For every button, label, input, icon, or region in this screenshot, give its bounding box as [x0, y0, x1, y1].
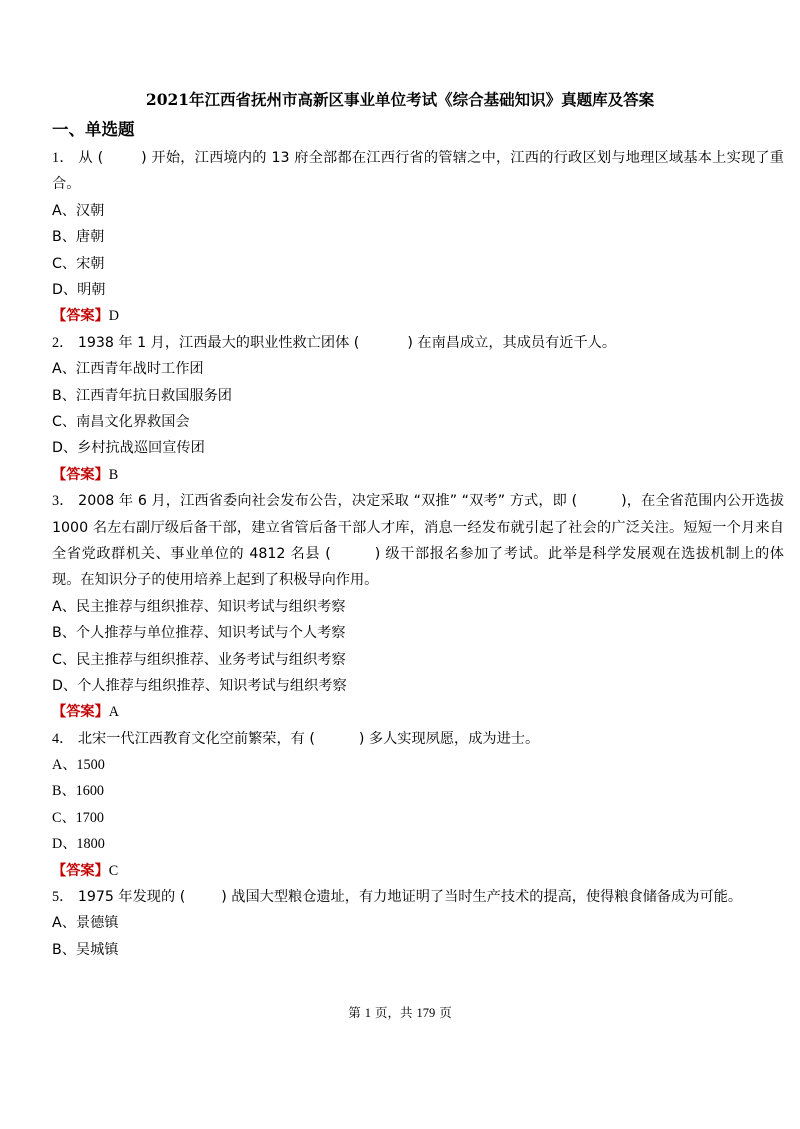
- answer-label: 【答案】: [52, 862, 109, 879]
- option-b: B、江西青年抗日救国服务团: [52, 387, 232, 404]
- total-pages: 179: [416, 1006, 436, 1020]
- question-3: [52, 488, 784, 726]
- page-number: 1: [364, 1006, 371, 1020]
- question-stem: 1． 从 ( ) 开始，江西境内的 13 府全部都在江西行省的管辖之中，江西的行政区划与地理区域基本上实现了重合。: [52, 150, 784, 193]
- question-4: [52, 726, 784, 884]
- answer: 【答案】D: [52, 308, 120, 325]
- option-a: A、江西青年战时工作团: [52, 361, 204, 378]
- option-a: A、景德镇: [52, 915, 119, 932]
- question-2: [52, 330, 784, 488]
- option-d: D、明朝: [52, 281, 106, 298]
- option-a: A、1500: [52, 757, 105, 774]
- option-b: B、唐朝: [52, 229, 105, 246]
- answer: 【答案】A: [52, 704, 120, 721]
- question-stem: 2． 1938 年 1 月，江西最大的职业性救亡团体 ( ) 在南昌成立，其成员有近千人。: [52, 334, 617, 351]
- option-c: C、民主推荐与组织推荐、业务考试与组织考察: [52, 651, 346, 668]
- answer-label: 【答案】: [52, 308, 109, 325]
- page-title: 2021年江西省抚州市高新区事业单位考试《综合基础知识》真题库及答案: [145, 90, 655, 109]
- answer: 【答案】C: [52, 862, 119, 879]
- question-5: [52, 884, 784, 963]
- option-d: D、乡村抗战巡回宣传团: [52, 440, 205, 457]
- option-c: C、宋朝: [52, 255, 105, 272]
- option-c: C、1700: [52, 809, 105, 826]
- question-stem: 4． 北宋一代江西教育文化空前繁荣，有 ( ) 多人实现夙愿，成为进士。: [52, 730, 540, 747]
- option-b: B、吴城镇: [52, 941, 119, 958]
- question-stem: 3． 2008 年 6 月，江西省委向社会发布公告，决定采取 “双推” “双考” 方式，即 ( )，在全省范围内公开选拔 1000 名左右副厅级后备干部，建立省管后备干部人才库，消息一经发布就引起了社会的广泛关注。短短一个月来自全省党政群机关、事业单位的 4812 名县 ( ) 级干部报名参加了考试。此举是科学发展观在选拔机制上的体现。在知识分子的使用培养上起到了积极导向作用。: [52, 493, 785, 589]
- option-c: C、南昌文化界救国会: [52, 413, 190, 430]
- option-d: D、个人推荐与组织推荐、知识考试与组织考察: [52, 677, 347, 694]
- question-1: [52, 145, 784, 330]
- answer-label: 【答案】: [52, 466, 109, 483]
- answer: 【答案】B: [52, 466, 119, 483]
- question-list: [52, 145, 784, 963]
- option-d: D、1800: [52, 836, 105, 853]
- option-b: B、1600: [52, 783, 105, 800]
- section-heading: 一、单选题: [52, 120, 135, 139]
- option-b: B、个人推荐与单位推荐、知识考试与个人考察: [52, 625, 346, 642]
- answer-label: 【答案】: [52, 704, 109, 721]
- page-footer: 第 1 页，共 179 页: [348, 1005, 452, 1020]
- question-stem: 5． 1975 年发现的 ( ) 战国大型粮仓遗址，有力地证明了当时生产技术的提高，使得粮食储备成为可能。: [52, 889, 743, 906]
- option-a: A、民主推荐与组织推荐、知识考试与组织考察: [52, 598, 346, 615]
- option-a: A、汉朝: [52, 202, 105, 219]
